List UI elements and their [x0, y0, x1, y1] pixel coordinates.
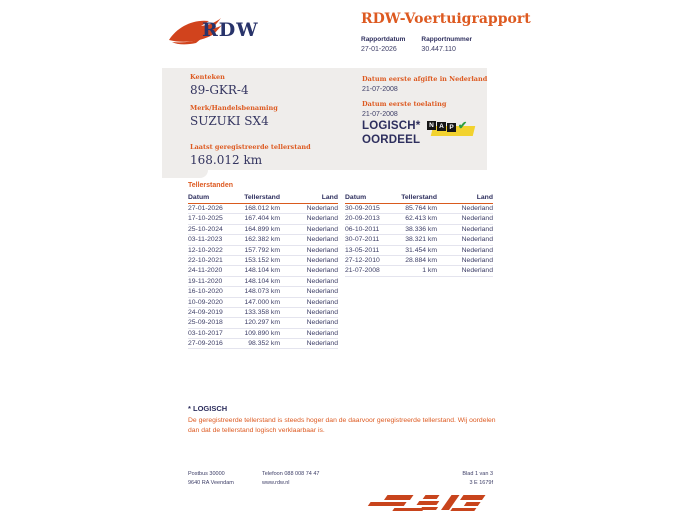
- cell-land: Nederland: [306, 225, 338, 233]
- afgifte-label: Datum eerste afgifte in Nederland: [362, 75, 488, 83]
- speed-lines-graphic: [365, 490, 523, 512]
- nap-logo: [427, 120, 477, 139]
- cell-land: Nederland: [306, 329, 338, 337]
- cell-datum: 24-09-2019: [188, 308, 223, 316]
- table-row: [188, 318, 338, 328]
- footer-paging: [430, 470, 493, 488]
- report-meta: [361, 36, 472, 53]
- cell-land: Nederland: [306, 256, 338, 264]
- footer-page-number: Blad 1 van 3: [462, 471, 493, 477]
- cell-land: Nederland: [306, 246, 338, 254]
- cell-land: Nederland: [461, 225, 493, 233]
- cell-land: Nederland: [306, 267, 338, 275]
- rdw-logo-text: RDW: [202, 19, 259, 41]
- cell-tellerstand: 38.336 km: [405, 225, 437, 233]
- cell-land: Nederland: [461, 267, 493, 275]
- cell-datum: 20-09-2013: [345, 215, 380, 223]
- cell-datum: 30-09-2015: [345, 205, 380, 212]
- kenteken-group: [190, 73, 311, 97]
- logisch-footnote: [188, 404, 498, 436]
- cell-land: Nederland: [306, 319, 338, 327]
- vehicle-summary-left: [190, 73, 311, 174]
- cell-datum: 27-01-2026: [188, 205, 223, 212]
- cell-datum: 27-12-2010: [345, 256, 380, 264]
- table-row: [188, 277, 338, 287]
- cell-tellerstand: 162.382 km: [244, 236, 280, 244]
- footnote-text: De geregistreerde tellerstand is steeds hoger dan de daarvoor geregistreerde tellerstand. Wij oordelen dan dat de tellerstand logisch verklaarbaar is.: [188, 417, 496, 434]
- table-body-right: [345, 204, 493, 277]
- merk-value: SUZUKI SX4: [190, 114, 269, 128]
- table-row: [345, 204, 493, 214]
- table-row: [188, 329, 338, 339]
- header-tellerstand: Tellerstand: [401, 194, 437, 201]
- cell-tellerstand: 85.764 km: [405, 205, 437, 212]
- table-row: [345, 225, 493, 235]
- cell-datum: 17-10-2025: [188, 215, 223, 223]
- oordeel-text: [362, 119, 420, 147]
- report-title: RDW-Voertuigrapport: [361, 11, 531, 27]
- cell-datum: 06-10-2011: [345, 225, 380, 233]
- cell-tellerstand: 62.413 km: [405, 215, 437, 223]
- table-row: [188, 266, 338, 276]
- header-land: Land: [476, 194, 493, 201]
- cell-land: Nederland: [306, 298, 338, 306]
- footer-contact: [262, 470, 320, 488]
- footer-postbus: Postbus 30000: [188, 471, 225, 477]
- merk-group: [190, 104, 311, 128]
- cell-land: Nederland: [306, 288, 338, 296]
- afgifte-group: [362, 75, 487, 93]
- cell-tellerstand: 147.000 km: [244, 298, 280, 306]
- cell-datum: 27-09-2016: [188, 340, 223, 348]
- cell-tellerstand: 31.454 km: [405, 246, 437, 254]
- table-row: [188, 246, 338, 256]
- laatste-tellerstand-group: [190, 143, 311, 167]
- rapportnummer-group: [421, 36, 472, 53]
- footer-form-code: 3 E 1679f: [469, 480, 493, 486]
- rapportdatum-group: [361, 36, 405, 53]
- cell-land: Nederland: [461, 246, 493, 254]
- cell-tellerstand: 164.899 km: [244, 225, 280, 233]
- laatste-tellerstand-value: 168.012 km: [190, 153, 263, 167]
- cell-land: Nederland: [461, 256, 493, 264]
- rapportdatum-label: Rapportdatum: [361, 36, 406, 43]
- table-row: [345, 214, 493, 224]
- cell-datum: 30-07-2011: [345, 236, 380, 244]
- nap-letter-a: A: [437, 122, 446, 131]
- header-land: Land: [321, 194, 338, 201]
- cell-datum: 10-09-2020: [188, 298, 223, 306]
- cell-tellerstand: 38.321 km: [405, 236, 437, 244]
- table-body-left: [188, 204, 338, 349]
- footer-address: [188, 470, 234, 488]
- cell-datum: 12-10-2022: [188, 246, 223, 254]
- nap-checkmark-icon: ✔: [458, 120, 468, 132]
- table-row: [345, 266, 493, 276]
- rapportnummer-label: Rapportnummer: [421, 36, 472, 43]
- rapportnummer-value: 30.447.110: [421, 46, 456, 53]
- table-row: [188, 287, 338, 297]
- table-row: [188, 339, 338, 349]
- cell-tellerstand: 153.152 km: [244, 256, 280, 264]
- header-datum: Datum: [345, 194, 367, 201]
- cell-tellerstand: 148.104 km: [244, 267, 280, 275]
- tellerstanden-table-right: [345, 194, 493, 277]
- toelating-value: 21-07-2008: [362, 111, 398, 118]
- header-datum: Datum: [188, 194, 210, 201]
- cell-land: Nederland: [461, 215, 493, 223]
- cell-datum: 25-09-2018: [188, 319, 223, 327]
- kenteken-value: 89-GKR-4: [190, 83, 249, 97]
- footer-city: 9640 RA Veendam: [188, 480, 234, 486]
- table-row: [188, 214, 338, 224]
- nap-letter-p: P: [447, 123, 456, 132]
- table-header-row: [188, 194, 338, 204]
- toelating-group: [362, 100, 487, 118]
- kenteken-label: Kenteken: [190, 73, 225, 81]
- laatste-tellerstand-label: Laatst geregistreerde tellerstand: [190, 143, 311, 151]
- cell-land: Nederland: [306, 215, 338, 223]
- footer-website-link[interactable]: www.rdw.nl: [262, 480, 290, 486]
- cell-tellerstand: 28.884 km: [405, 256, 437, 264]
- table-row: [345, 256, 493, 266]
- cell-datum: 16-10-2020: [188, 288, 223, 296]
- tellerstanden-title: Tellerstanden: [188, 182, 233, 189]
- cell-tellerstand: 157.792 km: [244, 246, 280, 254]
- oordeel-line2: OORDEEL: [362, 134, 421, 146]
- vehicle-summary-right: [362, 75, 487, 125]
- cell-datum: 21-07-2008: [345, 267, 380, 275]
- cell-datum: 03-10-2017: [188, 329, 223, 337]
- afgifte-value: 21-07-2008: [362, 86, 398, 93]
- cell-tellerstand: 98.352 km: [248, 340, 280, 348]
- rapportdatum-value: 27-01-2026: [361, 46, 397, 53]
- cell-datum: 19-11-2020: [188, 277, 223, 285]
- cell-tellerstand: 1 km: [422, 267, 437, 275]
- nap-letter-n: N: [427, 121, 436, 130]
- footnote-title: * LOGISCH: [188, 404, 228, 413]
- toelating-label: Datum eerste toelating: [362, 100, 447, 108]
- cell-tellerstand: 120.297 km: [244, 319, 280, 327]
- cell-tellerstand: 167.404 km: [244, 215, 280, 223]
- cell-datum: 25-10-2024: [188, 225, 223, 233]
- table-row: [345, 246, 493, 256]
- tellerstanden-table-left: [188, 194, 338, 349]
- cell-land: Nederland: [306, 340, 338, 348]
- cell-tellerstand: 168.012 km: [244, 205, 280, 212]
- merk-label: Merk/Handelsbenaming: [190, 104, 278, 112]
- cell-land: Nederland: [306, 205, 338, 212]
- cell-land: Nederland: [306, 277, 338, 285]
- table-row: [345, 235, 493, 245]
- cell-land: Nederland: [461, 236, 493, 244]
- table-row: [188, 204, 338, 214]
- cell-datum: 03-11-2023: [188, 236, 223, 244]
- cell-tellerstand: 133.358 km: [244, 308, 280, 316]
- table-row: [188, 256, 338, 266]
- cell-tellerstand: 148.104 km: [244, 277, 280, 285]
- table-row: [188, 308, 338, 318]
- oordeel-line1: LOGISCH*: [362, 120, 421, 132]
- cell-datum: 22-10-2021: [188, 256, 223, 264]
- cell-datum: 13-05-2011: [345, 246, 380, 254]
- cell-land: Nederland: [461, 205, 493, 212]
- footer-phone: Telefoon 088 008 74 47: [262, 471, 320, 477]
- table-header-row: [345, 194, 493, 204]
- cell-tellerstand: 148.073 km: [244, 288, 280, 296]
- header-tellerstand: Tellerstand: [244, 194, 280, 201]
- cell-datum: 24-11-2020: [188, 267, 223, 275]
- cell-land: Nederland: [306, 308, 338, 316]
- cell-tellerstand: 109.890 km: [244, 329, 280, 337]
- table-row: [188, 235, 338, 245]
- table-row: [188, 225, 338, 235]
- table-row: [188, 298, 338, 308]
- cell-land: Nederland: [306, 236, 338, 244]
